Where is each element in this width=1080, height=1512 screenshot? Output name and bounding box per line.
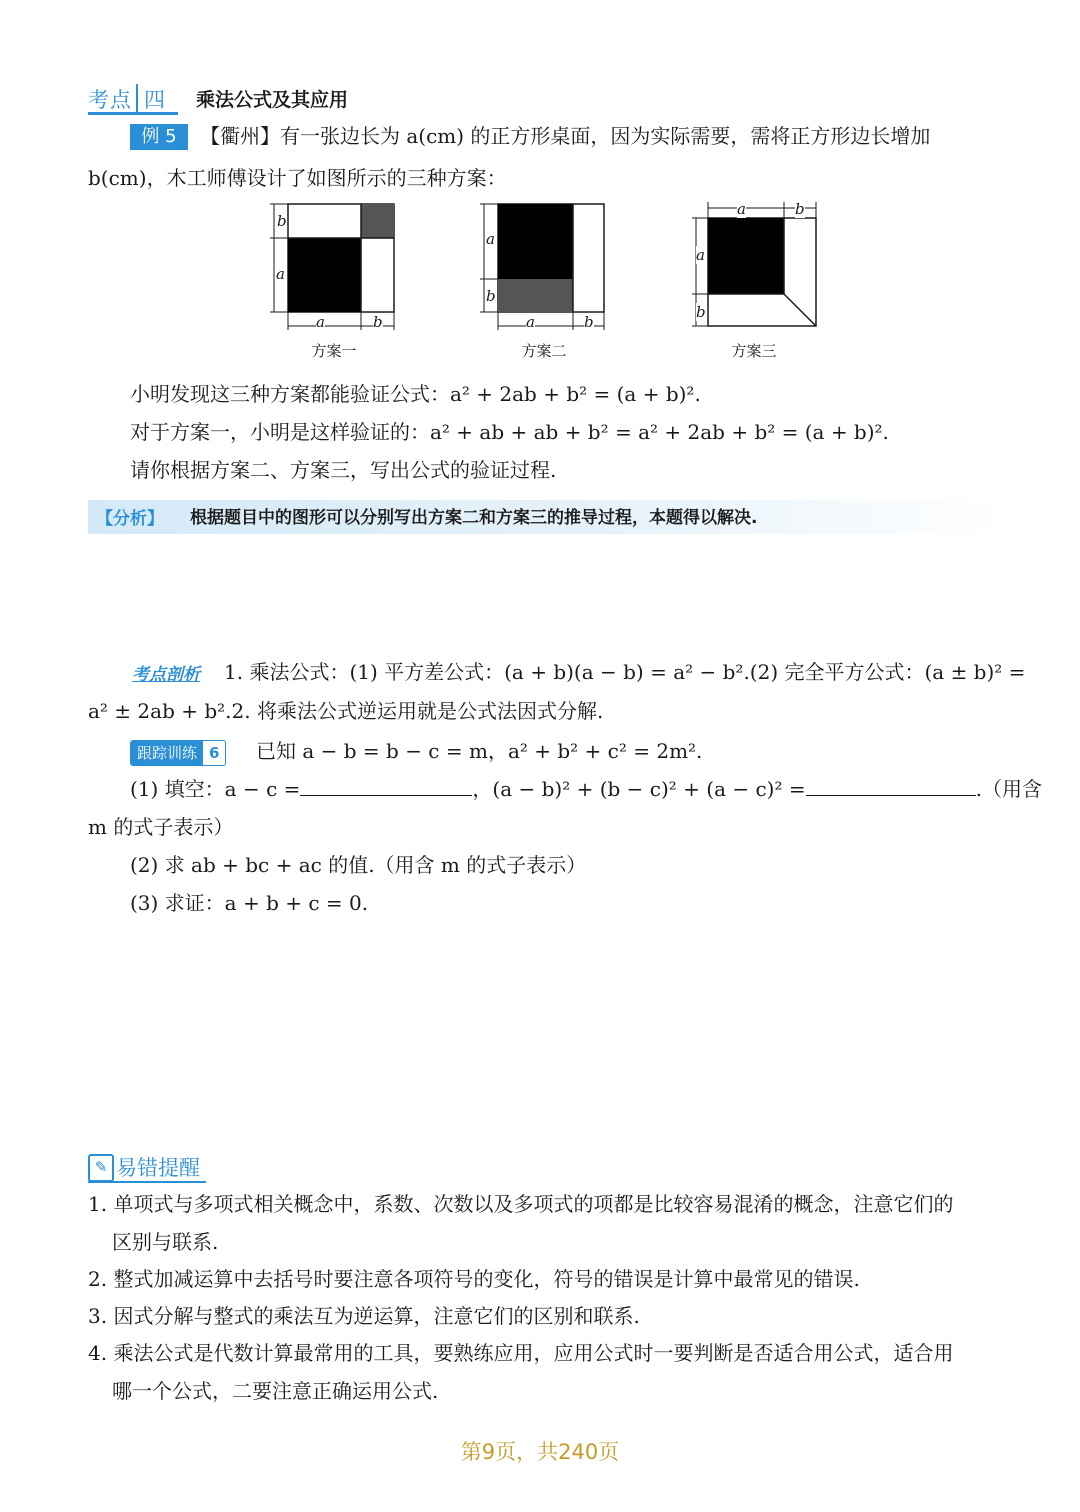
fig3-square-a	[708, 218, 784, 294]
warning-item-2: 2. 整式加减运算中去括号时要注意各项符号的变化，符号的错误是计算中最常见的错误.	[88, 1267, 860, 1291]
fig2-label-a-bottom: a	[526, 313, 535, 331]
warning-item-1-cont: 区别与联系.	[112, 1230, 219, 1254]
fig1-square-b	[361, 204, 394, 238]
q1-part-a: (1) 填空：a − c =	[130, 777, 301, 801]
training-q1-tail: m 的式子表示）	[88, 815, 234, 839]
fig3-label-b-left: b	[696, 303, 706, 321]
section-title: 乘法公式及其应用	[196, 89, 349, 111]
section-tag-underline	[88, 112, 178, 115]
warnings-underline	[88, 1181, 206, 1183]
fig3-caption: 方案三	[731, 342, 777, 360]
training-q3: (3) 求证：a + b + c = 0.	[130, 891, 369, 915]
section-tag-label: 考点	[88, 88, 132, 112]
fig1-label-a-left: a	[276, 265, 285, 283]
q1-part-b: ，(a − b)² + (b − c)² + (a − c)² =	[472, 777, 806, 801]
fig1-square-a	[288, 238, 361, 312]
fig1-caption: 方案一	[311, 342, 357, 360]
fig2-caption: 方案二	[521, 342, 567, 360]
figure-plan-2	[476, 198, 616, 334]
training-intro: 已知 a − b = b − c = m，a² + b² + c² = 2m².	[256, 739, 703, 763]
section-tag	[88, 84, 166, 114]
example-line-1: 【衢州】有一张边长为 a(cm) 的正方形桌面，因为实际需要，需将正方形边长增加	[200, 124, 931, 148]
example-line-2: b(cm)，木工师傅设计了如图所示的三种方案：	[88, 166, 507, 190]
warning-item-4: 4. 乘法公式是代数计算最常用的工具，要熟练应用，应用公式时一要判断是否适合用公式，适合用	[88, 1341, 954, 1365]
kaodian-line-2: a² ± 2ab + b².2. 将乘法公式逆运用就是公式法因式分解.	[88, 699, 604, 723]
warning-item-4-cont: 哪一个公式，二要注意正确运用公式.	[112, 1379, 439, 1403]
analysis-text: 根据题目中的图形可以分别写出方案二和方案三的推导过程，本题得以解决.	[190, 508, 758, 528]
fig3-label-a-top: a	[737, 200, 746, 218]
fig2-rect-b	[498, 279, 573, 312]
wrench-icon: ✎	[88, 1154, 114, 1182]
warning-item-1: 1. 单项式与多项式相关概念中，系数、次数以及多项式的项都是比较容易混淆的概念，注意它们的	[88, 1192, 954, 1216]
analysis-label: 【分析】	[96, 509, 164, 529]
kaodian-line-1: 1. 乘法公式：(1) 平方差公式：(a + b)(a − b) = a² − b².(2) 完全平方公式：(a ± b)² =	[224, 660, 1026, 684]
body-para-1: 小明发现这三种方案都能验证公式：a² + 2ab + b² = (a + b)².	[130, 382, 701, 406]
fig2-label-b-bottom: b	[584, 313, 594, 331]
body-para-3: 请你根据方案二、方案三，写出公式的验证过程.	[130, 458, 557, 482]
training-badge-number: 6	[209, 744, 220, 762]
fig2-square-a	[498, 204, 573, 279]
example-badge: 例 5	[130, 124, 188, 150]
q1-part-c: .（用含	[975, 777, 1042, 801]
body-para-2: 对于方案一，小明是这样验证的：a² + ab + ab + b² = a² + 2ab + b² = (a + b)².	[130, 420, 889, 444]
section-tag-number: 四	[136, 84, 166, 114]
page-footer: 第9页，共240页	[460, 1440, 620, 1464]
fig1-label-b-bottom: b	[373, 313, 383, 331]
training-q2: (2) 求 ab + bc + ac 的值.（用含 m 的式子表示）	[130, 853, 587, 877]
fig1-label-b-left: b	[277, 212, 287, 230]
fig3-label-b-top: b	[795, 200, 805, 218]
training-badge-text: 跟踪训练	[131, 741, 203, 765]
q1-blank-2[interactable]	[806, 775, 976, 796]
warning-item-3: 3. 因式分解与整式的乘法互为逆运算，注意它们的区别和联系.	[88, 1304, 640, 1328]
fig2-label-a-left: a	[486, 230, 495, 248]
training-badge	[130, 740, 226, 766]
fig1-label-a-bottom: a	[316, 313, 325, 331]
figure-plan-1	[266, 198, 406, 334]
fig2-label-b-left: b	[486, 287, 496, 305]
kaodian-label: 考点剖析	[132, 665, 200, 685]
q1-blank-1[interactable]	[300, 775, 472, 796]
training-q1	[130, 775, 1042, 803]
figure-plan-3	[688, 198, 828, 334]
warnings-title: 易错提醒	[116, 1156, 200, 1180]
fig3-label-a-left: a	[696, 246, 705, 264]
